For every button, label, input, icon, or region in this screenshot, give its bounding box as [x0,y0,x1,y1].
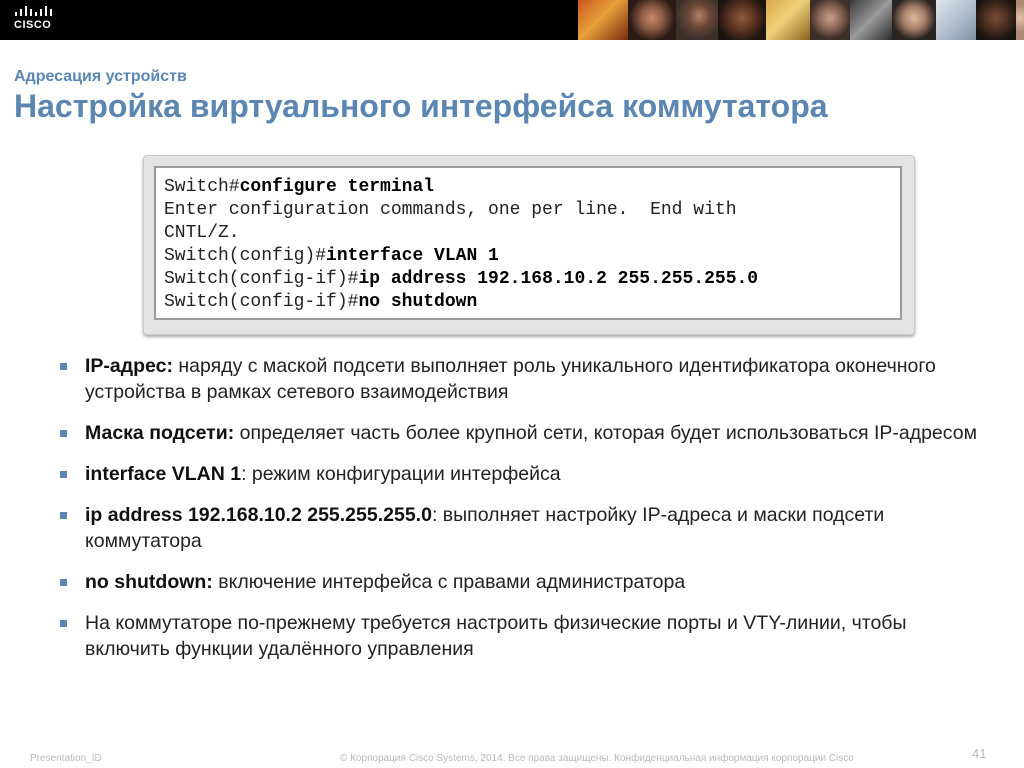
terminal-line [164,291,900,314]
header-photo [850,0,892,40]
terminal-line [164,245,900,268]
bullet-item [60,420,980,446]
terminal-prompt: CNTL/Z. [164,223,240,243]
bullet-term: interface VLAN 1 [85,463,242,485]
terminal-prompt: Switch(config-if)# [164,292,359,312]
terminal-prompt: Enter configuration commands, one per line. End with [164,200,737,220]
bullet-text: включение интерфейса с правами администратора [212,571,686,593]
cisco-logo [10,5,58,35]
bullet-text: наряду с маской подсети выполняет роль уникального идентификатора оконечного устройства в рамках сетевого взаимодействия [85,355,936,403]
header-photo [676,0,718,40]
bullet-square-icon [60,471,67,478]
slide-subtitle: Адресация устройств [14,68,187,85]
terminal-line [164,199,900,222]
terminal-line [164,176,900,199]
bullet-square-icon [60,363,67,370]
bullet-text: : режим конфигурации интерфейса [241,463,561,485]
footer-copyright: © Корпорация Cisco Systems, 2014. Все права защищены. Конфиденциальная информация корпорации Cisco [340,753,854,764]
bullet-list [60,353,980,677]
header-photo [578,0,628,40]
bullet-item [60,461,980,487]
terminal-prompt: Switch(config-if)# [164,269,359,289]
header-photo [766,0,810,40]
bullet-item [60,569,980,595]
bullet-square-icon [60,430,67,437]
terminal-command: interface VLAN 1 [326,246,499,266]
bullet-square-icon [60,512,67,519]
footer-presentation-id: Presentation_ID [30,753,102,764]
bullet-square-icon [60,579,67,586]
header-photo [1016,0,1024,40]
bullet-term: no shutdown: [85,571,213,593]
header-photo [628,0,676,40]
terminal-prompt: Switch# [164,177,240,197]
terminal-command: no shutdown [358,292,478,312]
header-photo-strip [578,0,1024,40]
bullet-square-icon [60,620,67,627]
bullet-text: На коммутаторе по-прежнему требуется настроить физические порты и VTY-линии, чтобы включить функции удалённого управления [85,612,907,660]
header-photo [810,0,850,40]
bullet-text: определяет часть более крупной сети, которая будет использоваться IP-адресом [234,422,977,444]
terminal-line [164,222,900,245]
bullet-term: ip address 192.168.10.2 255.255.255.0 [85,504,432,526]
terminal-line [164,268,900,291]
slide-title: Настройка виртуального интерфейса коммутатора [14,88,828,124]
bullet-term: Маска подсети: [85,422,235,444]
terminal-command: configure terminal [239,177,435,197]
bullet-term: IP-адрес: [85,355,173,377]
terminal-output [154,166,902,320]
bullet-item [60,353,980,405]
logo-text: CISCO [14,19,52,31]
header-photo [936,0,976,40]
page-number: 41 [972,746,987,761]
header-banner [0,0,1024,40]
bullet-text: : выполняет настройку IP-адреса и маски подсети коммутатора [85,504,885,552]
cisco-bars-icon [14,5,54,17]
bullet-item [60,502,980,554]
bullet-item [60,610,980,662]
header-photo [718,0,766,40]
header-photo [892,0,936,40]
terminal-prompt: Switch(config)# [164,246,327,266]
header-photo [976,0,1016,40]
terminal-command: ip address 192.168.10.2 255.255.255.0 [358,269,759,289]
terminal-frame [143,155,915,335]
